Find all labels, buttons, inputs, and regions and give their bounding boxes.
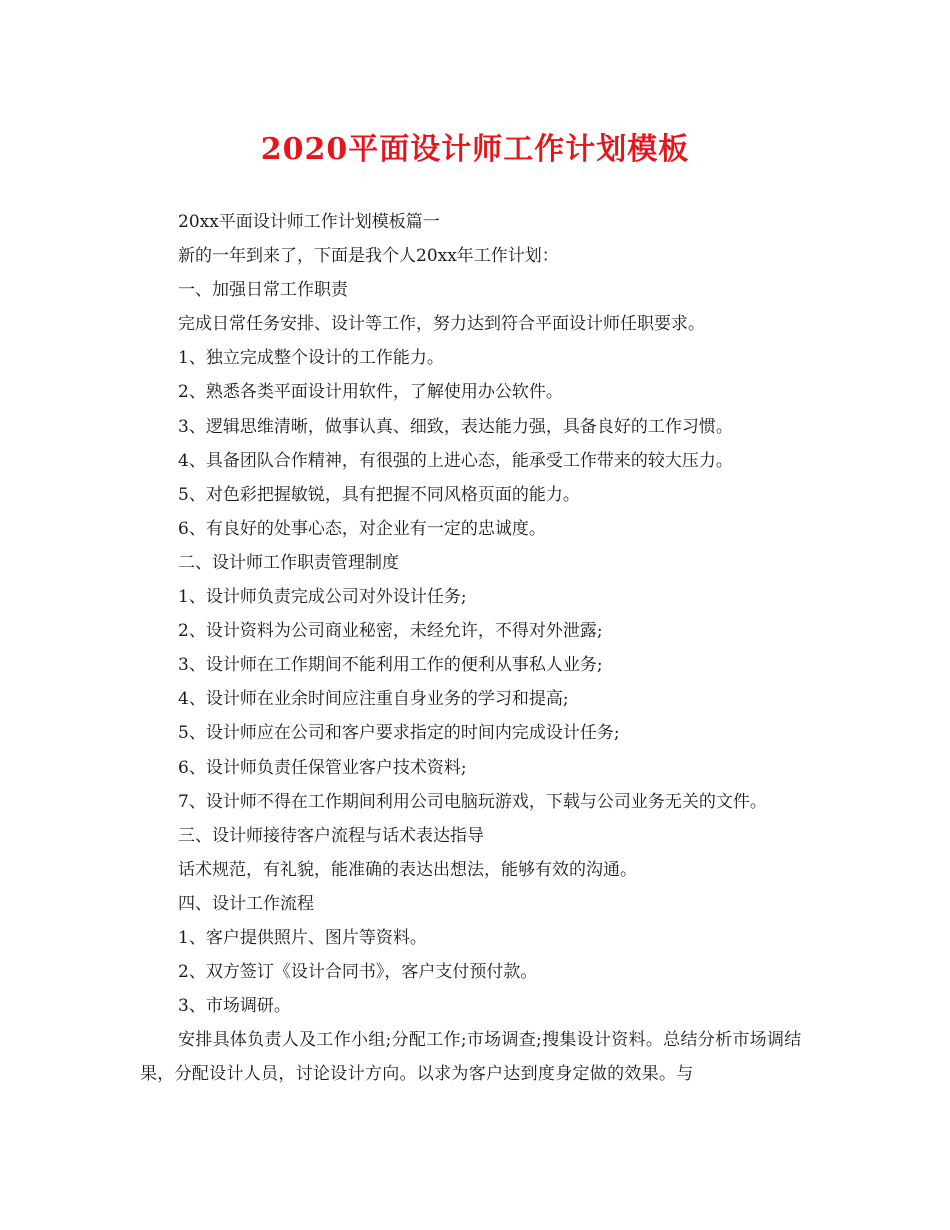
line-heading-part-one: 20xx平面设计师工作计划模板篇一 [178,212,440,232]
document-body [140,205,820,1091]
list-item: 5、设计师应在公司和客户要求指定的时间内完成设计任务; [178,723,620,744]
section-heading-2: 二、设计师工作职责管理制度 [178,552,399,573]
list-item: 2、熟悉各类平面设计用软件，了解使用办公软件。 [178,382,563,403]
line-section-1-summary: 完成日常任务安排、设计等工作，努力达到符合平面设计师任职要求。 [178,314,705,335]
document-title: 2020平面设计师工作计划模板 [260,132,690,167]
section-heading-4: 四、设计工作流程 [178,893,314,914]
list-item: 1、独立完成整个设计的工作能力。 [178,348,444,369]
section-heading-1: 一、加强日常工作职责 [178,280,348,301]
list-item: 5、对色彩把握敏锐，具有把握不同风格页面的能力。 [178,484,580,505]
list-item: 4、设计师在业余时间应注重自身业务的学习和提高; [178,689,569,710]
list-item: 7、设计师不得在工作期间利用公司电脑玩游戏，下载与公司业务无关的文件。 [178,791,767,812]
list-item: 3、设计师在工作期间不能利用工作的便利从事私人业务; [178,655,603,676]
list-item: 2、设计资料为公司商业秘密，未经允许，不得对外泄露; [178,621,603,642]
final-paragraph: 安排具体负责人及工作小组;分配工作;市场调查;搜集设计资料。总结分析市场调结果，分配设计人员，讨论设计方向。以求为客户达到度身定做的效果。与 [140,1030,802,1085]
list-item: 4、具备团队合作精神，有很强的上进心态，能承受工作带来的较大压力。 [178,450,733,471]
list-item: 1、设计师负责完成公司对外设计任务; [178,587,467,608]
line-intro: 新的一年到来了，下面是我个人20xx年工作计划： [178,246,559,267]
line-section-3-summary: 话术规范，有礼貌，能准确的表达出想法，能够有效的沟通。 [178,859,637,880]
list-item: 3、逻辑思维清晰，做事认真、细致，表达能力强，具备良好的工作习惯。 [178,416,733,437]
section-heading-3: 三、设计师接待客户流程与话术表达指导 [178,825,484,846]
list-item: 1、客户提供照片、图片等资料。 [178,927,427,948]
list-item: 6、有良好的处事心态，对企业有一定的忠诚度。 [178,518,546,539]
list-item: 3、市场调研。 [178,996,291,1017]
list-item: 6、设计师负责任保管业客户技术资料; [178,757,467,778]
list-item: 2、双方签订《设计合同书》，客户支付预付款。 [178,962,538,983]
